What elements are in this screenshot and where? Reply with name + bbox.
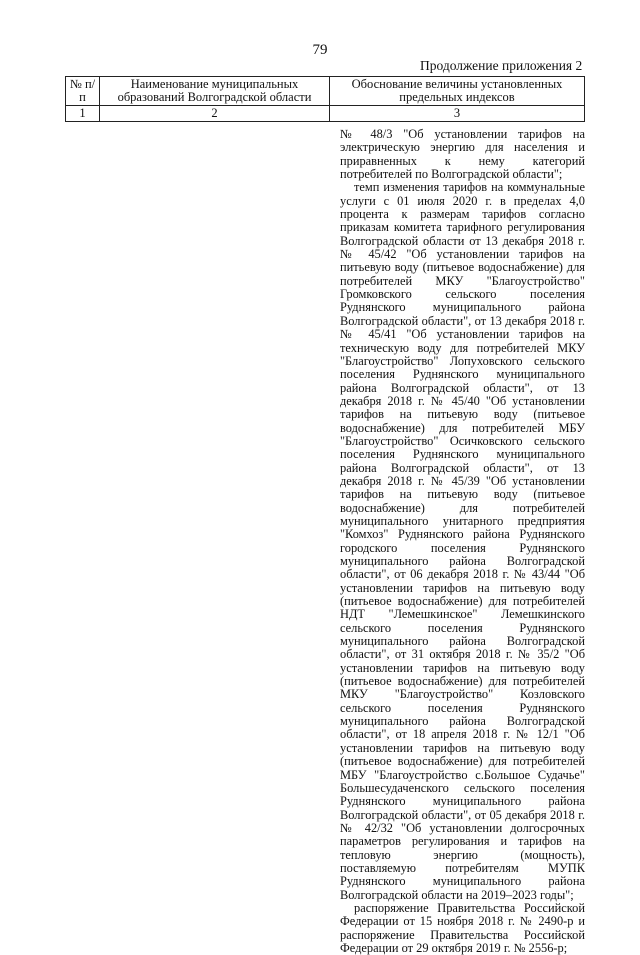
header-municipality: Наименование муниципальных образований Волгоградской области (100, 77, 330, 106)
header-table (65, 76, 585, 122)
justification-text (340, 128, 585, 955)
column-number-2: 2 (100, 106, 330, 122)
header-number: № п/п (66, 77, 100, 106)
paragraph-government-orders: распоряжение Правительства Российской Федерации от 15 ноября 2018 г. № 2490-р и распоряжение Правительства Российской Федерации от 29 октября 2019 г. № 2556-р; (340, 900, 585, 955)
paragraph-tariff-change: темп изменения тарифов на коммунальные услуги с 01 июля 2020 г. в пределах 4,0 процента к размерам тарифов согласно приказам комитета тарифного регулирования Волгоградской области от 13 декабря 2018 г. № 45/42 "Об установлении тарифов на питьевую воду (питьевое водоснабжение) для потребителей МКУ "Благоустройство" Громковского сельского поселения Руднянского муниципального района Волгоградской области", от 13 декабря 2018 г. № 45/41 "Об установлении тарифов на техническую воду для потребителей МКУ "Благоустройство" Лопуховского сельского поселения Руднянского муниципального района Волгоградской области", от 13 декабря 2018 г. № 45/40 "Об установлении тарифов на питьевую воду (питьевое водоснабжение) для потребителей МБУ "Благоустройство" Осичковского сельского поселения Руднянского муниципального района Волгоградской области", от 13 декабря 2018 г. № 45/39 "Об установлении тарифов на питьевую воду (питьевое водоснабжение) для потребителей муниципального унитарного предприятия "Комхоз" Руднянского района Руднянского городского поселения Руднянского муниципального района Волгоградской области", от 06 декабря 2018 г. № 43/44 "Об установлении тарифов на питьевую воду (питьевое водоснабжение) для потребителей НДТ "Лемешкинское" Лемешкинского сельского поселения Руднянского муниципального района Волгоградской области", от 31 октября 2018 г. № 35/2 "Об установлении тарифов на питьевую воду (питьевое водоснабжение) для потребителей МКУ "Благоустройство" Козловского сельского поселения Руднянского муниципального района Волгоградской области", от 18 апреля 2018 г. № 12/1 "Об установлении тарифов на питьевую воду (питьевое водоснабжение) для потребителей МБУ "Благоустройство с.Большое Судачье" Большесудаченского сельского поселения Руднянского муниципального района Волгоградской области", от 05 декабря 2018 г. № 42/32 "Об установлении долгосрочных параметров регулирования и тарифов на тепловую энергию (мощность), поставляемую потребителям МУПК Руднянского муниципального района Волгоградской области на 2019–2023 годы"; (340, 180, 585, 902)
header-justification: Обоснование величины установленных предельных индексов (330, 77, 585, 106)
header-row (66, 77, 585, 106)
paragraph-order-48-3: № 48/3 "Об установлении тарифов на электрическую энергию для населения и приравненных к нему категорий потребителей по Волгоградской области"; (340, 127, 585, 182)
continuation-label: Продолжение приложения 2 (420, 58, 583, 73)
column-number-1: 1 (66, 106, 100, 122)
column-number-3: 3 (330, 106, 585, 122)
page-number: 79 (312, 42, 328, 58)
column-number-row (66, 106, 585, 122)
